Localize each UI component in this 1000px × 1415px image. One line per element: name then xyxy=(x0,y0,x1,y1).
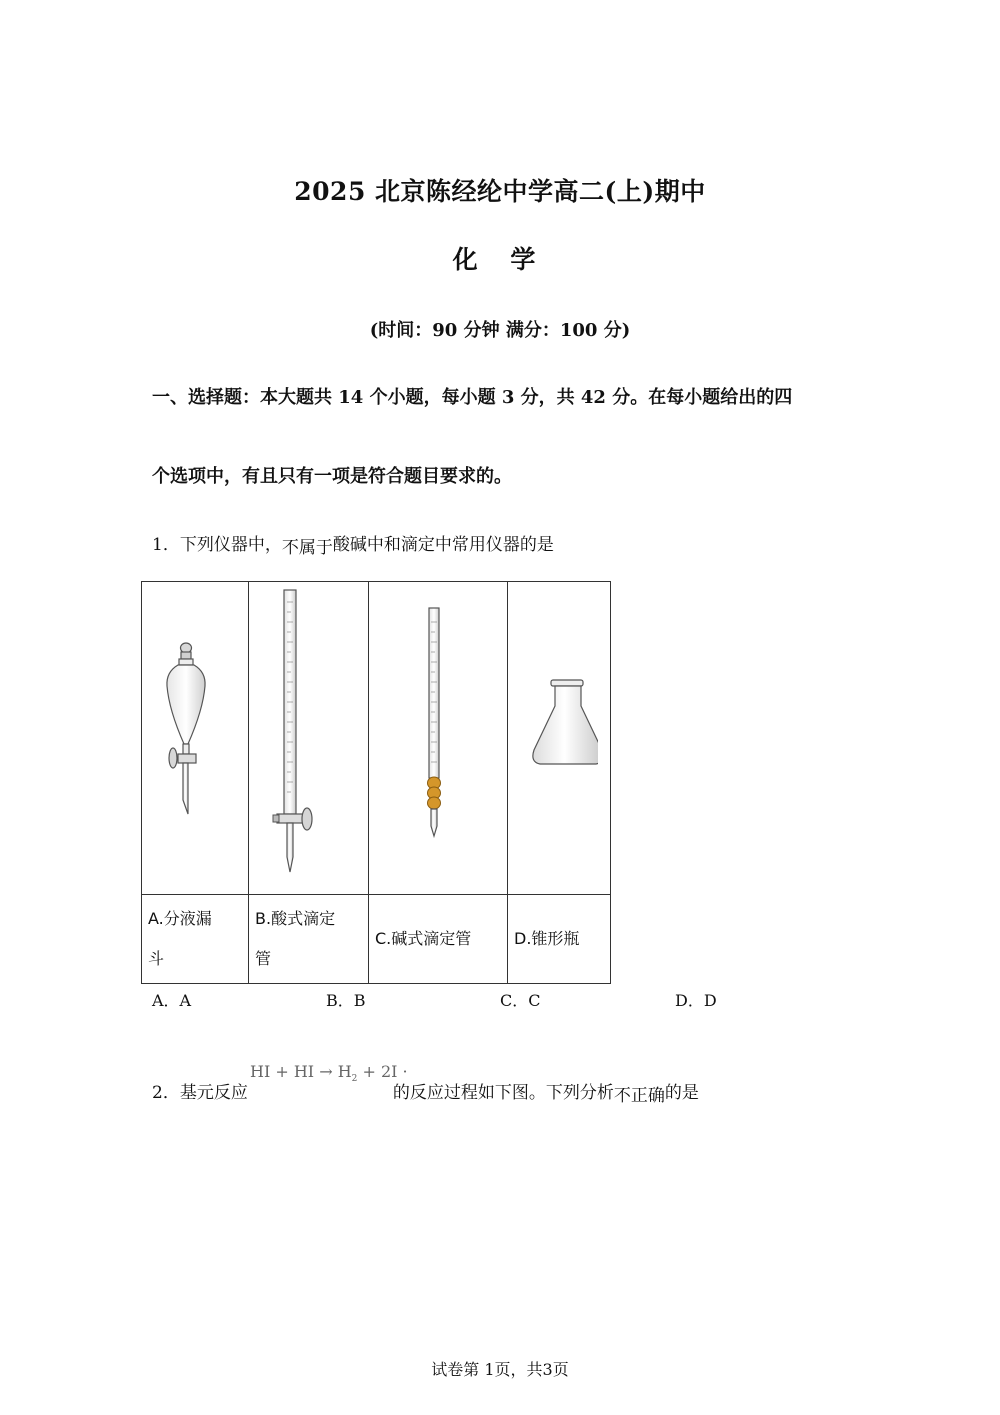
base-burette-icon xyxy=(369,582,495,894)
question-text: 基元反应 xyxy=(179,1083,248,1103)
question-1 xyxy=(152,530,554,558)
instrument-image-cell xyxy=(508,582,611,895)
instrument-label-a: A.分液漏 斗 xyxy=(142,895,249,984)
question-text: 酸碱中和滴定中常用仪器的是 xyxy=(332,535,554,555)
question-emphasis: 不正确 xyxy=(613,1086,665,1106)
question-number: 2． xyxy=(152,1083,180,1103)
subject-title: 化 学 xyxy=(452,245,548,274)
instrument-label-c: C.碱式滴定管 xyxy=(369,895,508,984)
answer-option-c[interactable]: C．C xyxy=(500,991,541,1010)
question-text: 的反应过程如下图。下列分析 xyxy=(392,1083,614,1103)
question-2 xyxy=(152,1078,699,1106)
instrument-label-d: D.锥形瓶 xyxy=(508,895,611,984)
page-title: 2025 北京陈经纶中学高二(上)期中 xyxy=(294,177,706,206)
instrument-table xyxy=(141,581,611,984)
question-text: 下列仪器中， xyxy=(179,535,282,555)
instrument-image-cell xyxy=(249,582,369,895)
page-footer: 试卷第 1页，共3页 xyxy=(431,1360,569,1379)
instrument-image-cell xyxy=(369,582,508,895)
acid-burette-icon xyxy=(249,582,356,894)
reaction-formula: HI + HI → $H_2 + 2I$ · xyxy=(250,1062,408,1085)
question-text: 的是 xyxy=(664,1083,699,1103)
instrument-image-cell xyxy=(142,582,249,895)
separatory-funnel-icon xyxy=(142,582,236,894)
question-number: 1． xyxy=(152,535,180,555)
exam-meta: (时间：90 分钟 满分：100 分) xyxy=(369,320,631,341)
conical-flask-icon xyxy=(508,582,598,894)
question-emphasis: 不属于 xyxy=(281,538,333,558)
section-heading-line2: 个选项中，有且只有一项是符合题目要求的。 xyxy=(152,466,512,487)
instrument-label-b: B.酸式滴定 管 xyxy=(249,895,369,984)
answer-option-d[interactable]: D．D xyxy=(675,991,717,1010)
section-heading-line1: 一、选择题：本大题共 14 个小题，每小题 3 分，共 42 分。在每小题给出的四 xyxy=(152,387,793,408)
answer-option-a[interactable]: A．A xyxy=(152,991,192,1010)
answer-option-b[interactable]: B．B xyxy=(326,991,366,1010)
